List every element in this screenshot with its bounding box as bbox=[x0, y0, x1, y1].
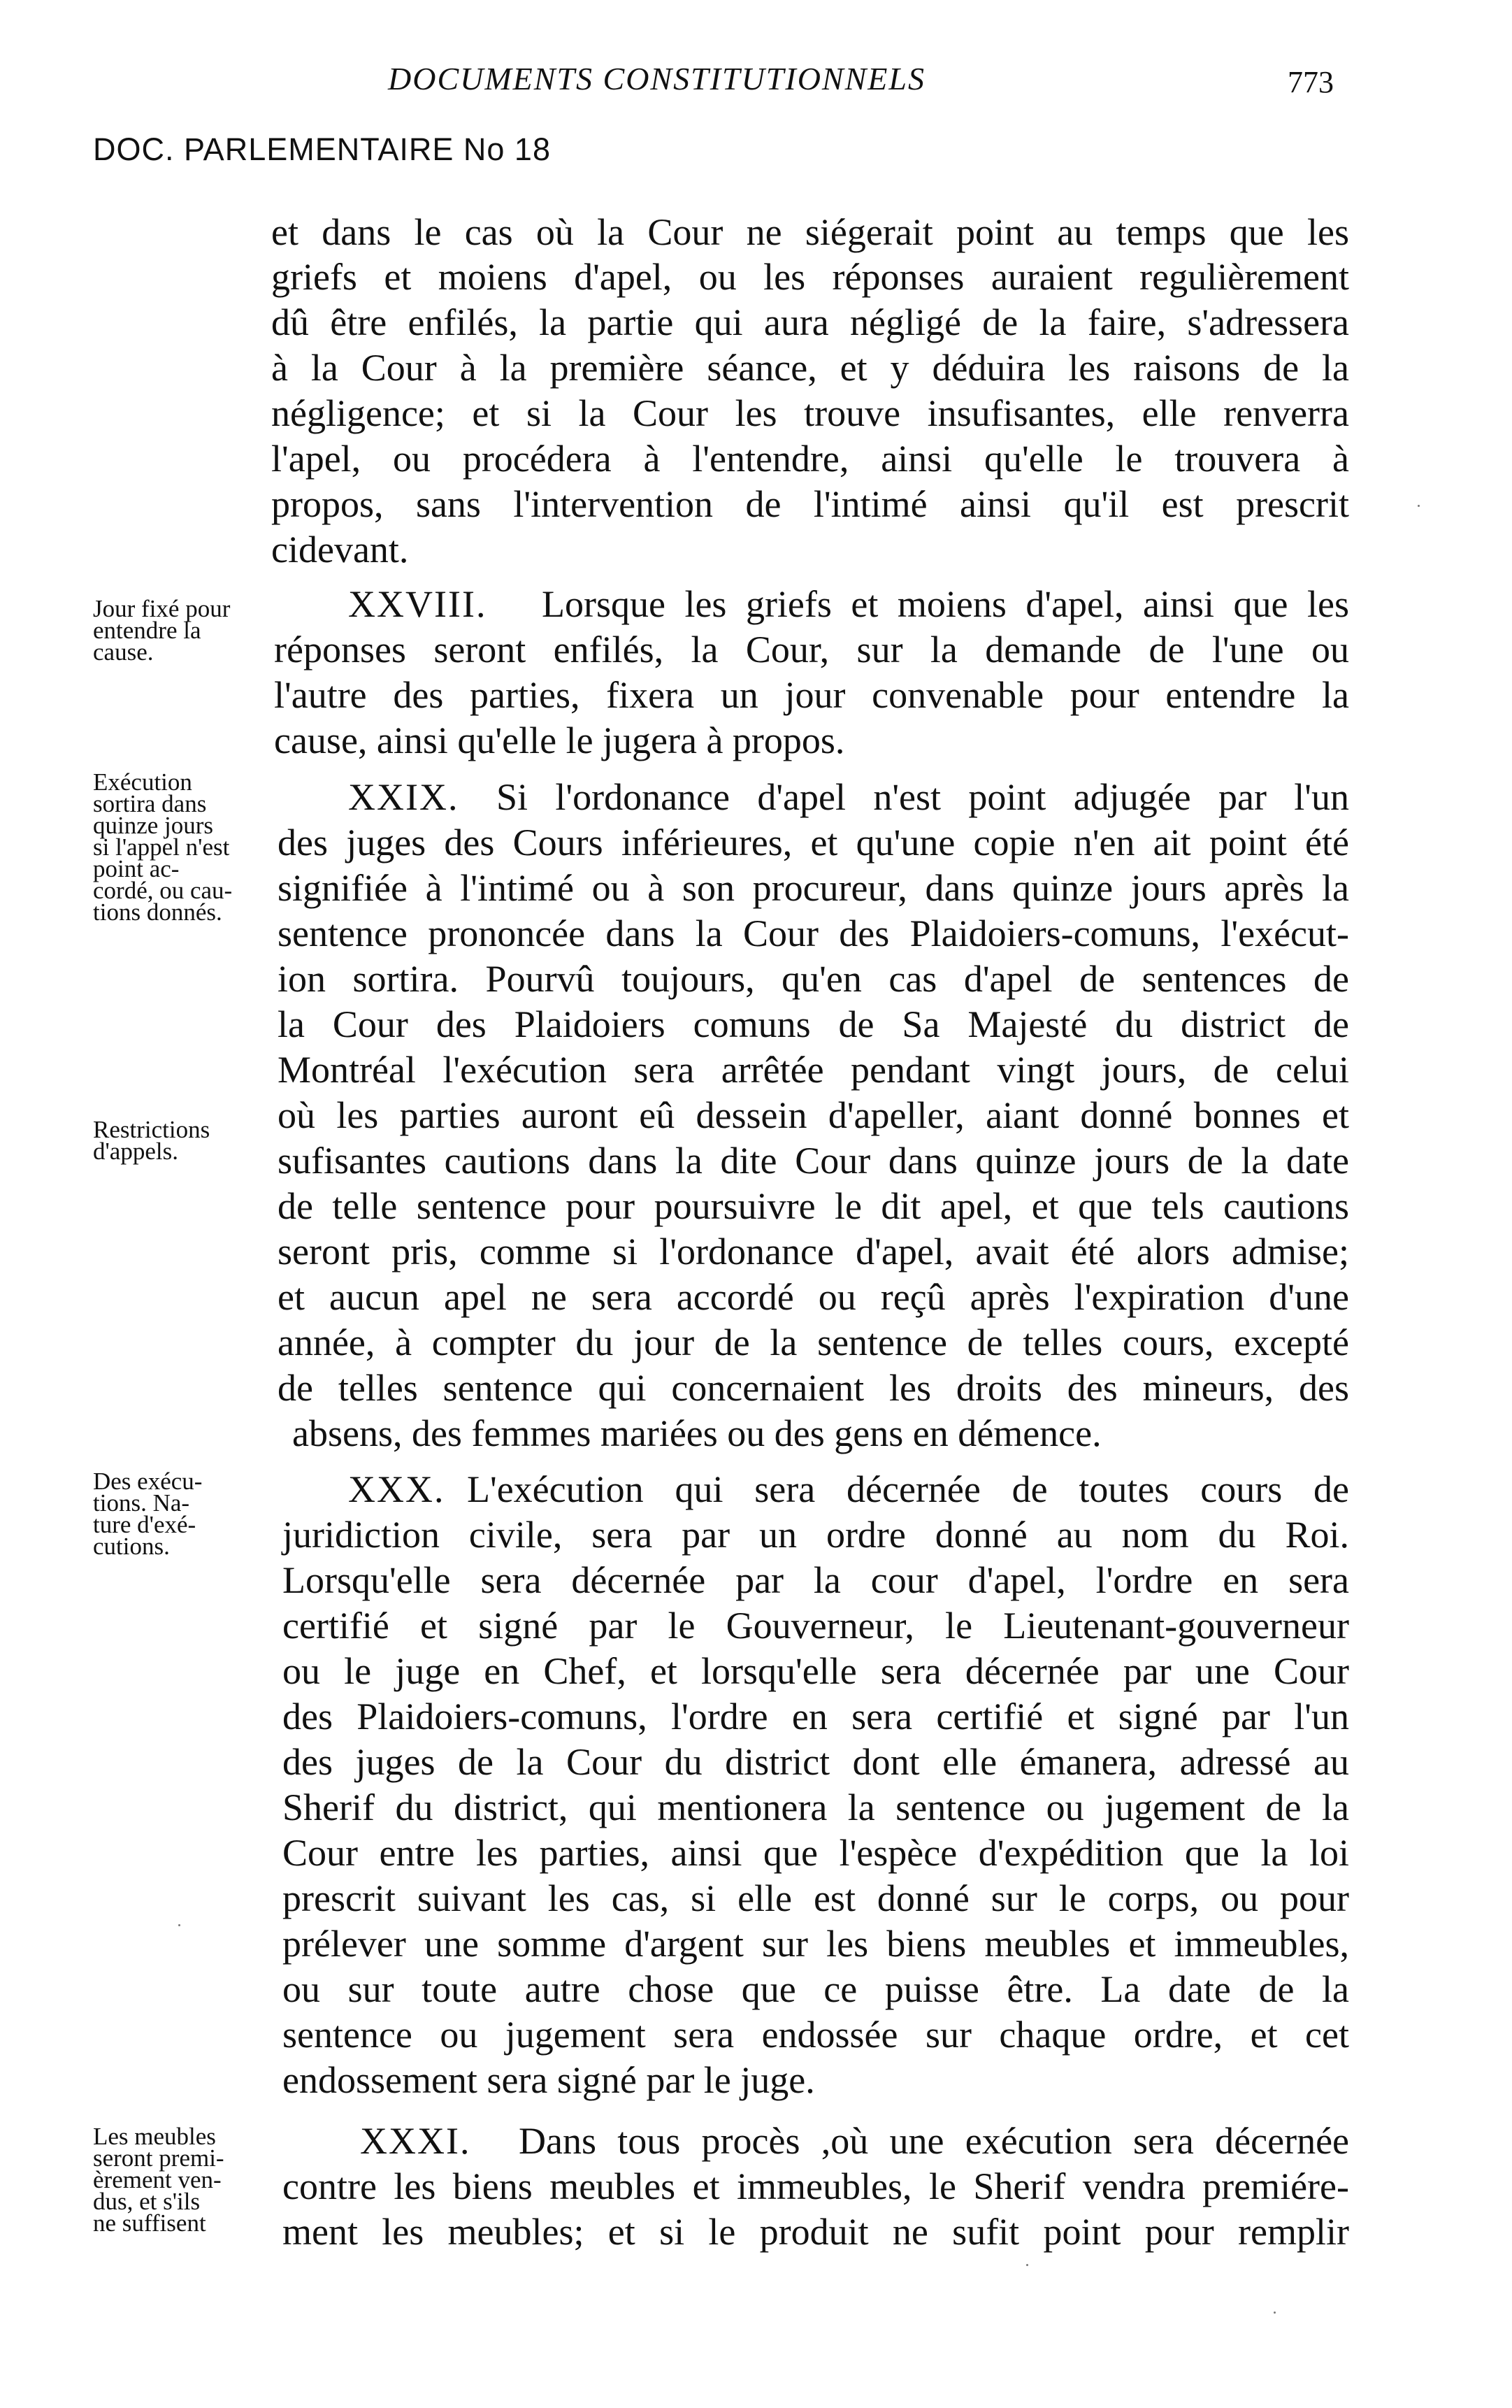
scan-speck bbox=[1026, 2264, 1028, 2266]
margin-note-line: seront premi- bbox=[93, 2144, 224, 2172]
section-number-xxix: XXIX. bbox=[348, 776, 459, 818]
text-line: signifiée à l'intimé ou à son procureur, dans quinze jours après la bbox=[278, 867, 1349, 909]
text-line: Cour entre les parties, ainsi que l'espèce d'expédition que la loi bbox=[282, 1832, 1349, 1874]
text-line: à la Cour à la première séance, et y déduira les raisons de la bbox=[271, 347, 1349, 389]
margin-note-restrictions bbox=[93, 1116, 210, 1165]
margin-note-line: èrement ven- bbox=[93, 2166, 222, 2193]
margin-note-line: dus, et s'ils bbox=[93, 2188, 201, 2215]
margin-note-line: Les meubles bbox=[93, 2123, 216, 2150]
margin-note-line: ture d'exé- bbox=[93, 1511, 196, 1538]
text-line: où les parties auront eû dessein d'apeller, aiant donné bonnes et bbox=[278, 1094, 1349, 1136]
margin-note-line: Jour fixé pour bbox=[93, 595, 231, 622]
section-number-xxviii: XXVIII. bbox=[348, 583, 487, 625]
text-line: propos, sans l'intervention de l'intimé ainsi qu'il est prescrit bbox=[271, 483, 1349, 525]
text-line: sufisantes cautions dans la dite Cour dans quinze jours de la date bbox=[278, 1140, 1349, 1182]
text-line: cause, ainsi qu'elle le jugera à propos. bbox=[274, 719, 845, 761]
margin-note-line: tions. Na- bbox=[93, 1489, 190, 1517]
margin-note-line: tions donnés. bbox=[93, 898, 222, 926]
text-line: certifié et signé par le Gouverneur, le Lieutenant-gouverneur bbox=[282, 1605, 1349, 1647]
text-line: cidevant. bbox=[271, 529, 409, 571]
margin-note-line: ne suffisent bbox=[93, 2209, 206, 2237]
margin-note-line: Exécution bbox=[93, 768, 192, 796]
text-line: Dans tous procès ,où une exécution sera décernée bbox=[519, 2120, 1349, 2162]
margin-note-line: Restrictions bbox=[93, 1116, 210, 1143]
text-line: négligence; et si la Cour les trouve insufisantes, elle renverra bbox=[271, 392, 1349, 434]
text-line: et dans le cas où la Cour ne siégerait point au temps que les bbox=[271, 211, 1349, 253]
text-line: la Cour des Plaidoiers comuns de Sa Majesté du district de bbox=[278, 1003, 1349, 1045]
margin-note-line: Des exécu- bbox=[93, 1468, 203, 1495]
margin-note-line: cutions. bbox=[93, 1533, 170, 1560]
scan-speck bbox=[178, 1924, 180, 1926]
section-number-xxxi: XXXI. bbox=[360, 2120, 471, 2162]
text-line: prélever une somme d'argent sur les biens meubles et immeubles, bbox=[282, 1923, 1349, 1965]
text-line: juridiction civile, sera par un ordre donné au nom du Roi. bbox=[282, 1514, 1349, 1556]
text-line: Sherif du district, qui mentionera la sentence ou jugement de la bbox=[282, 1786, 1349, 1828]
margin-note-execution-sortira bbox=[93, 768, 233, 926]
text-line: seront pris, comme si l'ordonance d'apel, avait été alors admise; bbox=[278, 1231, 1349, 1273]
margin-note-des-executions bbox=[93, 1468, 203, 1560]
margin-note-line: quinze jours bbox=[93, 812, 214, 839]
document-label: DOC. PARLEMENTAIRE No 18 bbox=[93, 131, 551, 167]
margin-note-line: d'appels. bbox=[93, 1138, 178, 1165]
margin-note-line: sortira dans bbox=[93, 790, 207, 817]
text-line: de telle sentence pour poursuivre le dit apel, et que tels cautions bbox=[278, 1185, 1349, 1227]
text-line: des juges des Cours inférieures, et qu'une copie n'en ait point été bbox=[278, 822, 1349, 863]
margin-note-line: cordé, ou cau- bbox=[93, 877, 233, 904]
margin-note-les-meubles bbox=[93, 2123, 224, 2237]
text-line: prescrit suivant les cas, si elle est donné sur le corps, ou pour bbox=[282, 1877, 1349, 1919]
text-line: contre les biens meubles et immeubles, le Sherif vendra premiére- bbox=[282, 2165, 1349, 2207]
text-line: ou sur toute autre chose que ce puisse être. La date de la bbox=[282, 1968, 1349, 2010]
margin-note-line: si l'appel n'est bbox=[93, 833, 230, 861]
text-line: année, à compter du jour de la sentence de telles cours, excepté bbox=[278, 1321, 1349, 1363]
text-line: ou le juge en Chef, et lorsqu'elle sera décernée par une Cour bbox=[282, 1650, 1349, 1692]
text-line: et aucun apel ne sera accordé ou reçû après l'expiration d'une bbox=[278, 1276, 1349, 1318]
text-line: sentence prononcée dans la Cour des Plaidoiers-comuns, l'exécut- bbox=[278, 912, 1349, 954]
scan-speck bbox=[1418, 505, 1420, 507]
text-line: Lorsqu'elle sera décernée par la cour d'apel, l'ordre en sera bbox=[282, 1559, 1349, 1601]
text-line: des juges de la Cour du district dont elle émanera, adressé au bbox=[282, 1741, 1349, 1783]
text-line: l'apel, ou procédera à l'entendre, ainsi qu'elle le trouvera à bbox=[271, 438, 1349, 480]
page-number: 773 bbox=[1288, 65, 1334, 99]
text-line: des Plaidoiers-comuns, l'ordre en sera certifié et signé par l'un bbox=[282, 1696, 1349, 1737]
text-line: ion sortira. Pourvû toujours, qu'en cas d'apel de sentences de bbox=[278, 958, 1349, 1000]
text-line: ment les meubles; et si le produit ne sufit point pour remplir bbox=[282, 2211, 1349, 2253]
text-line: dû être enfilés, la partie qui aura négligé de la faire, s'adressera bbox=[271, 301, 1349, 343]
running-title: DOCUMENTS CONSTITUTIONNELS bbox=[388, 61, 926, 96]
margin-note-line: point ac- bbox=[93, 855, 180, 882]
text-line: L'exécution qui sera décernée de toutes cours de bbox=[467, 1468, 1349, 1510]
text-line: Montréal l'exécution sera arrêtée pendant vingt jours, de celui bbox=[278, 1049, 1349, 1091]
scan-speck bbox=[1274, 2312, 1276, 2314]
section-number-xxx: XXX. bbox=[348, 1468, 445, 1510]
text-line: griefs et moiens d'apel, ou les réponses auraient regulièrement bbox=[271, 256, 1349, 298]
text-line: réponses seront enfilés, la Cour, sur la demande de l'une ou bbox=[274, 629, 1349, 671]
text-line: l'autre des parties, fixera un jour convenable pour entendre la bbox=[274, 674, 1349, 716]
text-line: sentence ou jugement sera endossée sur chaque ordre, et cet bbox=[282, 2014, 1349, 2056]
text-line: Lorsque les griefs et moiens d'apel, ainsi que les bbox=[542, 583, 1349, 625]
text-line: absens, des femmes mariées ou des gens en démence. bbox=[292, 1412, 1102, 1454]
text-line: de telles sentence qui concernaient les droits des mineurs, des bbox=[278, 1367, 1349, 1409]
margin-note-jour-fixe bbox=[93, 595, 231, 666]
text-line: Si l'ordonance d'apel n'est point adjugée par l'un bbox=[496, 776, 1349, 818]
margin-note-line: entendre la bbox=[93, 617, 201, 644]
margin-note-line: cause. bbox=[93, 638, 154, 666]
text-line: endossement sera signé par le juge. bbox=[282, 2059, 815, 2101]
